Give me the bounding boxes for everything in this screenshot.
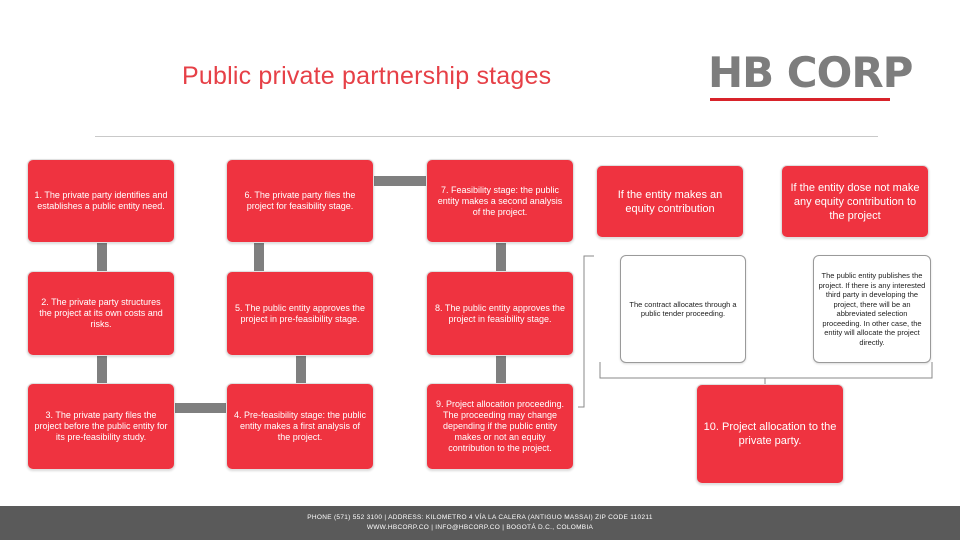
no-equity-branch-text: If the entity dose not make any equity contribution to the project	[790, 181, 920, 222]
step-3-box	[27, 383, 175, 470]
step-10-text: 10. Project allocation to the private party.	[703, 421, 837, 447]
step-8-text: 8. The public entity approves the project in feasibility stage.	[435, 302, 565, 324]
footer-web: WWW.HBCORP.CO | INFO@HBCORP.CO | BOGOTÁ D.C., COLOMBIA	[366, 524, 594, 531]
equity-result-text: The contract allocates through a public tender proceeding.	[629, 299, 737, 318]
no-equity-branch-box	[781, 165, 929, 238]
footer-contact: PHONE (571) 552 3100 | ADDRESS: KILOMETRO 4 VÍA LA CALERA (ANTIGUO MASSAI) ZIP CODE 110211	[307, 514, 653, 521]
equity-branch-box	[596, 165, 744, 238]
step-6-box	[226, 159, 374, 243]
step-9-text: 9. Project allocation proceeding. The proceeding may change depending if the public entity makes or not an equity contribution to the project.	[435, 399, 565, 453]
no-equity-result-text: The public entity publishes the project. If there is any interested third party in developing the project, there will be an abbreviated selection proceeding. In other case, the entity will allocate the project directly.	[818, 271, 926, 347]
equity-branch-text: If the entity makes an equity contribution	[617, 188, 723, 215]
step-6-text: 6. The private party files the project for feasibility stage.	[244, 190, 356, 211]
step-8-box	[426, 271, 574, 356]
step-7-text: 7. Feasibility stage: the public entity makes a second analysis of the project.	[437, 184, 563, 217]
step-2-text: 2. The private party structures the project at its own costs and risks.	[39, 297, 163, 329]
page-title: Public private partnership stages	[182, 62, 552, 90]
step-7-box	[426, 159, 574, 243]
step-3-text: 3. The private party files the project before the public entity for its pre-feasibility study.	[34, 410, 168, 442]
equity-result-box	[620, 255, 746, 363]
step-5-text: 5. The public entity approves the project in pre-feasibility stage.	[235, 302, 365, 324]
step-4-text: 4. Pre-feasibility stage: the public entity makes a first analysis of the project.	[233, 410, 367, 442]
step-2-box	[27, 271, 175, 356]
logo-text: HB CORP	[708, 48, 913, 97]
step-9-box	[426, 383, 574, 470]
step-5-box	[226, 271, 374, 356]
no-equity-result-box	[813, 255, 931, 363]
footer-bar	[0, 506, 960, 540]
step-1-box	[27, 159, 175, 243]
step-4-box	[226, 383, 374, 470]
step-1-text: 1. The private party identifies and establishes a public entity need.	[34, 190, 168, 211]
step-10-box	[696, 384, 844, 484]
